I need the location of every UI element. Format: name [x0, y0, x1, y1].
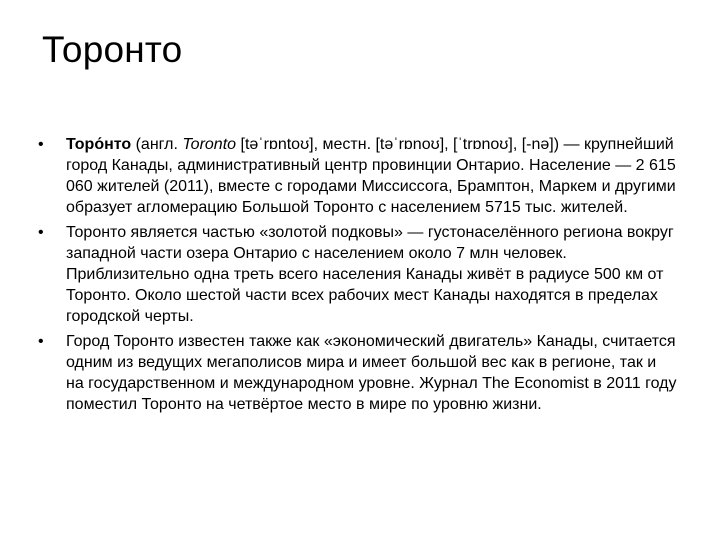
bullet-item-economic-engine [38, 331, 678, 415]
bullet-text: Торонто является частью «золотой подковы» — густонаселённого региона вокруг западной части озера Онтарио с населением около 7 млн человек. Приблизительно одна треть всего населения Канады живёт в радиусе 500 км от Торонто. Около шестой части всех рабочих мест Канады находятся в пределах городской черты. [66, 224, 674, 325]
bullet-text: Город Торонто известен также как «экономический двигатель» Канады, считается одним из ведущих мегаполисов мира и имеет большой вес как в регионе, так и на государственном и международном уровне. Журнал The Economist в 2011 году поместил Торонто на четвёртое место в мире по уровню жизни. [66, 333, 677, 413]
bullet-item-toronto-definition [38, 134, 678, 218]
bullet-marker: • [38, 224, 44, 241]
bullet-text-part: (англ. [131, 136, 183, 153]
bullet-text-part: [təˈrɒntoʊ], местн. [təˈrɒnoʊ], [ˈtrɒnoʊ], [-nə]) — крупнейший город Канады, административный центр провинции Онтарио. Население — 2 615 060 жителей (2011), вместе с городами Миссиссога, Брамптон, Маркем и другими образует агломерацию Большой Торонто с населением 5715 тыс. жителей. [66, 136, 676, 216]
slide-title: Торонто [42, 29, 183, 70]
bullet-item-golden-horseshoe [38, 222, 678, 327]
bullet-list [38, 134, 678, 419]
bullet-marker: • [38, 333, 44, 350]
english-name: Toronto [182, 136, 237, 153]
bullet-marker: • [38, 136, 44, 153]
headword: Торо́нто [66, 136, 132, 153]
